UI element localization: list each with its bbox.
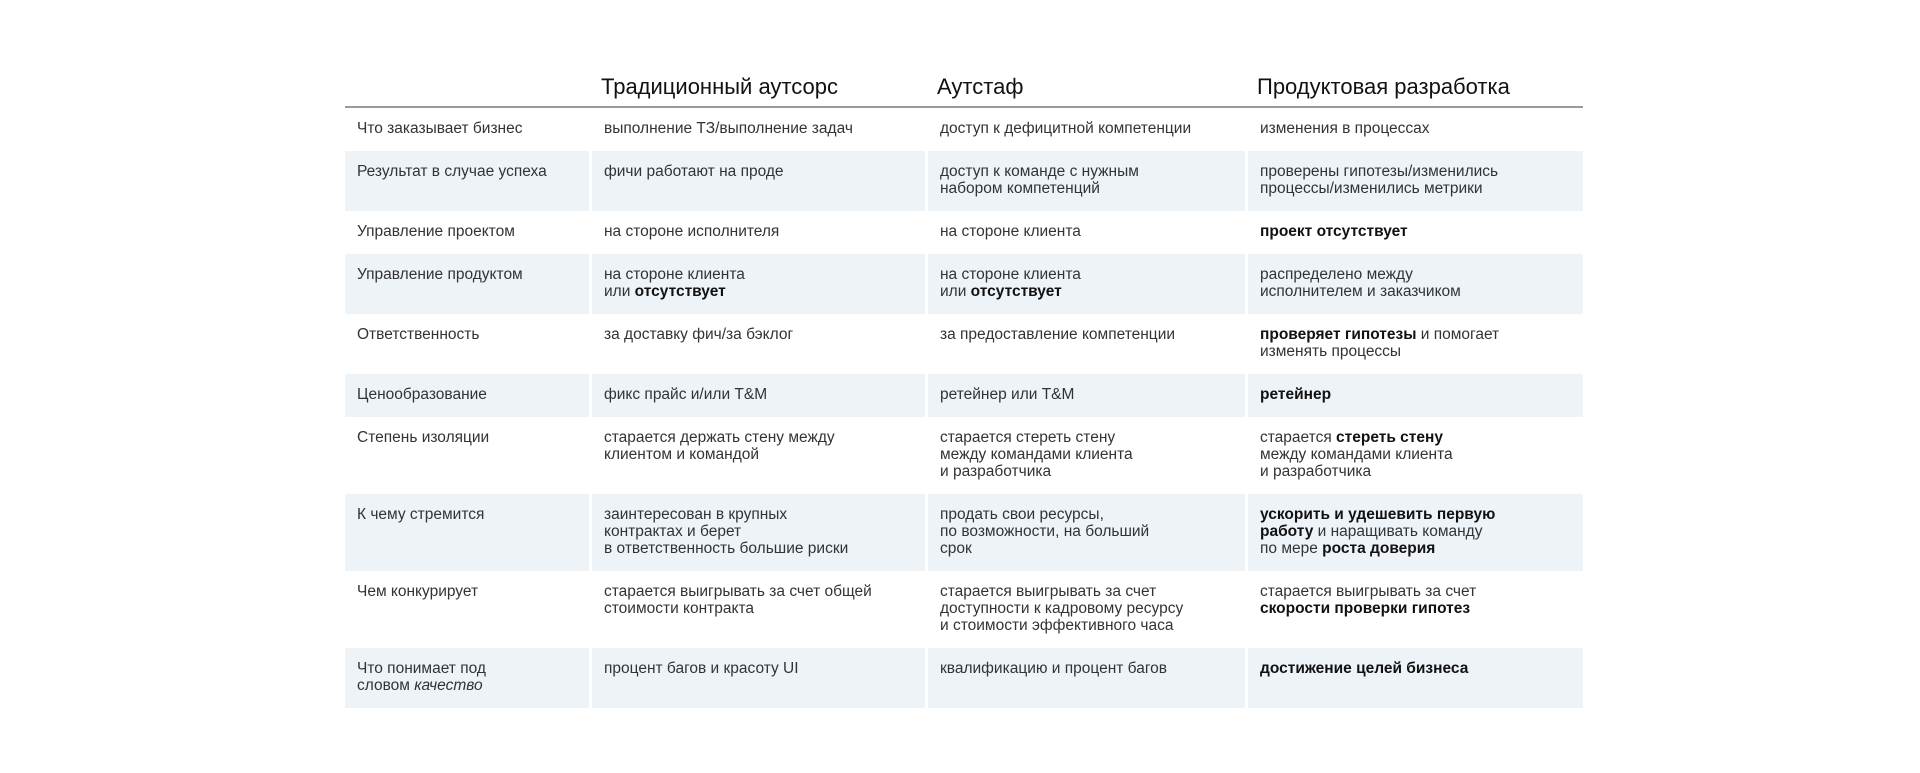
cell-line <box>357 506 577 523</box>
cell-line <box>940 326 1233 343</box>
bold-text: работу <box>1260 523 1314 540</box>
cell-product-development <box>1245 494 1583 571</box>
cell-text: старается выигрывать за счет <box>1260 583 1477 600</box>
cell-line <box>1260 429 1571 446</box>
cell-line <box>940 223 1233 240</box>
cell-text: распределено между <box>1260 266 1413 283</box>
cell-line <box>1260 180 1571 197</box>
cell-text: между командами клиента <box>940 446 1133 463</box>
cell-product-development <box>1245 314 1583 374</box>
cell-text: или <box>940 283 971 300</box>
cell-text: заинтересован в крупных <box>604 506 788 523</box>
cell-outstaff <box>925 151 1245 211</box>
cell-outstaff <box>925 571 1245 648</box>
cell-text: старается <box>1260 429 1337 446</box>
cell-text: срок <box>940 540 972 557</box>
cell-text: Управление проектом <box>357 223 515 240</box>
cell-outstaff <box>925 211 1245 254</box>
cell-line <box>604 429 913 446</box>
bold-text: роста доверия <box>1322 540 1436 557</box>
cell-text: изменять процессы <box>1260 343 1402 360</box>
table-header <box>345 64 1583 108</box>
cell-line <box>940 283 1233 300</box>
cell-text: Степень изоляции <box>357 429 490 446</box>
table-row <box>345 648 1583 708</box>
cell-traditional-outsourcing <box>589 374 925 417</box>
cell-line <box>1260 283 1571 300</box>
cell-text: за предоставление компетенции <box>940 326 1176 343</box>
row-label <box>345 108 589 151</box>
table-row <box>345 417 1583 494</box>
cell-traditional-outsourcing <box>589 417 925 494</box>
cell-line <box>940 583 1233 600</box>
cell-text: словом <box>357 677 415 694</box>
cell-text: старается выигрывать за счет <box>940 583 1157 600</box>
row-label <box>345 417 589 494</box>
cell-text: процент багов и красоту UI <box>604 660 799 677</box>
cell-line <box>1260 463 1571 480</box>
cell-line <box>1260 326 1571 343</box>
bold-text: отсутствует <box>634 283 726 300</box>
cell-traditional-outsourcing <box>589 571 925 648</box>
cell-line <box>940 506 1233 523</box>
header-row <box>345 64 1583 108</box>
cell-text: процессы/изменились метрики <box>1260 180 1483 197</box>
bold-text: проверяет гипотезы <box>1260 326 1417 343</box>
row-label <box>345 211 589 254</box>
cell-line <box>940 163 1233 180</box>
cell-line <box>357 429 577 446</box>
cell-line <box>1260 266 1571 283</box>
cell-line <box>1260 163 1571 180</box>
cell-text: контрактах и берет <box>604 523 742 540</box>
cell-traditional-outsourcing <box>589 108 925 151</box>
cell-line <box>940 600 1233 617</box>
bold-text: отсутствует <box>970 283 1062 300</box>
cell-text: стоимости контракта <box>604 600 755 617</box>
cell-text: Результат в случае успеха <box>357 163 547 180</box>
cell-text: и стоимости эффективного часа <box>940 617 1174 634</box>
row-label <box>345 648 589 708</box>
cell-text: набором компетенций <box>940 180 1100 197</box>
cell-line <box>357 326 577 343</box>
cell-line <box>1260 386 1571 403</box>
cell-text: в ответственность большие риски <box>604 540 849 557</box>
header-empty <box>345 64 589 108</box>
cell-line <box>1260 540 1571 557</box>
cell-text: проверены гипотезы/изменились <box>1260 163 1499 180</box>
table-row <box>345 108 1583 151</box>
cell-text: на стороне клиента <box>604 266 745 283</box>
cell-outstaff <box>925 417 1245 494</box>
bold-text: достижение целей бизнеса <box>1260 660 1469 677</box>
cell-line <box>604 326 913 343</box>
row-label <box>345 571 589 648</box>
cell-line <box>940 463 1233 480</box>
cell-line <box>604 506 913 523</box>
bold-text: ускорить и удешевить первую <box>1260 506 1496 523</box>
cell-product-development <box>1245 648 1583 708</box>
cell-text: квалификацию и процент багов <box>940 660 1167 677</box>
cell-line <box>940 617 1233 634</box>
cell-text: между командами клиента <box>1260 446 1453 463</box>
cell-line <box>604 583 913 600</box>
cell-traditional-outsourcing <box>589 151 925 211</box>
cell-outstaff <box>925 254 1245 314</box>
cell-text: доступности к кадровому ресурсу <box>940 600 1184 617</box>
cell-line <box>1260 343 1571 360</box>
table-row <box>345 151 1583 211</box>
cell-text: и разработчика <box>1260 463 1372 480</box>
header-traditional-outsourcing: Традиционный аутсорс <box>589 64 925 108</box>
cell-line <box>357 583 577 600</box>
cell-text: доступ к команде с нужным <box>940 163 1139 180</box>
table-row <box>345 374 1583 417</box>
table-body <box>345 108 1583 708</box>
cell-text: Что понимает под <box>357 660 486 677</box>
cell-line <box>604 266 913 283</box>
cell-line <box>604 386 913 403</box>
cell-line <box>1260 223 1571 240</box>
cell-product-development <box>1245 151 1583 211</box>
cell-text: и наращивать команду <box>1313 523 1483 540</box>
cell-line <box>1260 523 1571 540</box>
cell-line <box>940 660 1233 677</box>
row-label <box>345 151 589 211</box>
cell-text: и разработчика <box>940 463 1052 480</box>
cell-text: старается стереть стену <box>940 429 1116 446</box>
cell-text: фикс прайс и/или T&M <box>604 386 768 403</box>
cell-line <box>940 266 1233 283</box>
cell-product-development <box>1245 254 1583 314</box>
bold-text: ретейнер <box>1260 386 1332 403</box>
row-label <box>345 314 589 374</box>
cell-line <box>1260 446 1571 463</box>
cell-line <box>357 660 577 677</box>
cell-line <box>940 446 1233 463</box>
cell-text: по мере <box>1260 540 1323 557</box>
cell-line <box>604 523 913 540</box>
cell-text: Управление продуктом <box>357 266 523 283</box>
row-label <box>345 494 589 571</box>
cell-line <box>1260 583 1571 600</box>
cell-line <box>604 446 913 463</box>
cell-text: по возможности, на больший <box>940 523 1150 540</box>
cell-text: Чем конкурирует <box>357 583 479 600</box>
cell-text: доступ к дефицитной компетенции <box>940 120 1192 137</box>
row-label <box>345 374 589 417</box>
cell-text: за доставку фич/за бэклог <box>604 326 794 343</box>
bold-text: стереть стену <box>1336 429 1443 446</box>
cell-line <box>1260 600 1571 617</box>
bold-text: проект отсутствует <box>1260 223 1408 240</box>
header-outstaff: Аутстаф <box>925 64 1245 108</box>
cell-traditional-outsourcing <box>589 254 925 314</box>
cell-line <box>940 540 1233 557</box>
cell-outstaff <box>925 494 1245 571</box>
cell-product-development <box>1245 417 1583 494</box>
cell-text: К чему стремится <box>357 506 485 523</box>
cell-text: выполнение ТЗ/выполнение задач <box>604 120 853 137</box>
italic-text: качество <box>414 677 483 694</box>
cell-traditional-outsourcing <box>589 648 925 708</box>
cell-line <box>940 523 1233 540</box>
cell-product-development <box>1245 571 1583 648</box>
cell-text: или <box>604 283 635 300</box>
cell-text: на стороне клиента <box>940 223 1081 240</box>
cell-line <box>604 223 913 240</box>
cell-text: старается держать стену между <box>604 429 835 446</box>
cell-line <box>1260 120 1571 137</box>
cell-text: Ценообразование <box>357 386 487 403</box>
cell-text: продать свои ресурсы, <box>940 506 1104 523</box>
cell-outstaff <box>925 108 1245 151</box>
cell-text: старается выигрывать за счет общей <box>604 583 872 600</box>
cell-text: и помогает <box>1416 326 1500 343</box>
cell-traditional-outsourcing <box>589 211 925 254</box>
cell-line <box>357 266 577 283</box>
cell-text: на стороне клиента <box>940 266 1081 283</box>
cell-line <box>357 386 577 403</box>
cell-outstaff <box>925 314 1245 374</box>
cell-line <box>940 180 1233 197</box>
table-row <box>345 211 1583 254</box>
cell-line <box>357 120 577 137</box>
cell-line <box>604 540 913 557</box>
cell-line <box>604 660 913 677</box>
cell-product-development <box>1245 374 1583 417</box>
cell-line <box>940 386 1233 403</box>
cell-traditional-outsourcing <box>589 314 925 374</box>
cell-text: изменения в процессах <box>1260 120 1430 137</box>
cell-line <box>604 163 913 180</box>
table-row <box>345 314 1583 374</box>
cell-product-development <box>1245 211 1583 254</box>
table-row <box>345 254 1583 314</box>
cell-text: Что заказывает бизнес <box>357 120 523 137</box>
cell-line <box>940 120 1233 137</box>
cell-line <box>604 600 913 617</box>
cell-product-development <box>1245 108 1583 151</box>
cell-text: фичи работают на проде <box>604 163 784 180</box>
header-product-development: Продуктовая разработка <box>1245 64 1583 108</box>
cell-traditional-outsourcing <box>589 494 925 571</box>
cell-text: клиентом и командой <box>604 446 760 463</box>
cell-line <box>604 120 913 137</box>
cell-line <box>357 163 577 180</box>
cell-line <box>1260 506 1571 523</box>
bold-text: скорости проверки гипотез <box>1260 600 1471 617</box>
cell-outstaff <box>925 374 1245 417</box>
cell-line <box>940 429 1233 446</box>
cell-line <box>357 677 577 694</box>
cell-line <box>1260 660 1571 677</box>
cell-text: на стороне исполнителя <box>604 223 780 240</box>
comparison-table <box>345 64 1583 708</box>
cell-line <box>604 283 913 300</box>
row-label <box>345 254 589 314</box>
cell-line <box>357 223 577 240</box>
cell-text: ретейнер или T&M <box>940 386 1075 403</box>
table-row <box>345 494 1583 571</box>
table-row <box>345 571 1583 648</box>
cell-text: Ответственность <box>357 326 480 343</box>
cell-text: исполнителем и заказчиком <box>1260 283 1461 300</box>
cell-outstaff <box>925 648 1245 708</box>
